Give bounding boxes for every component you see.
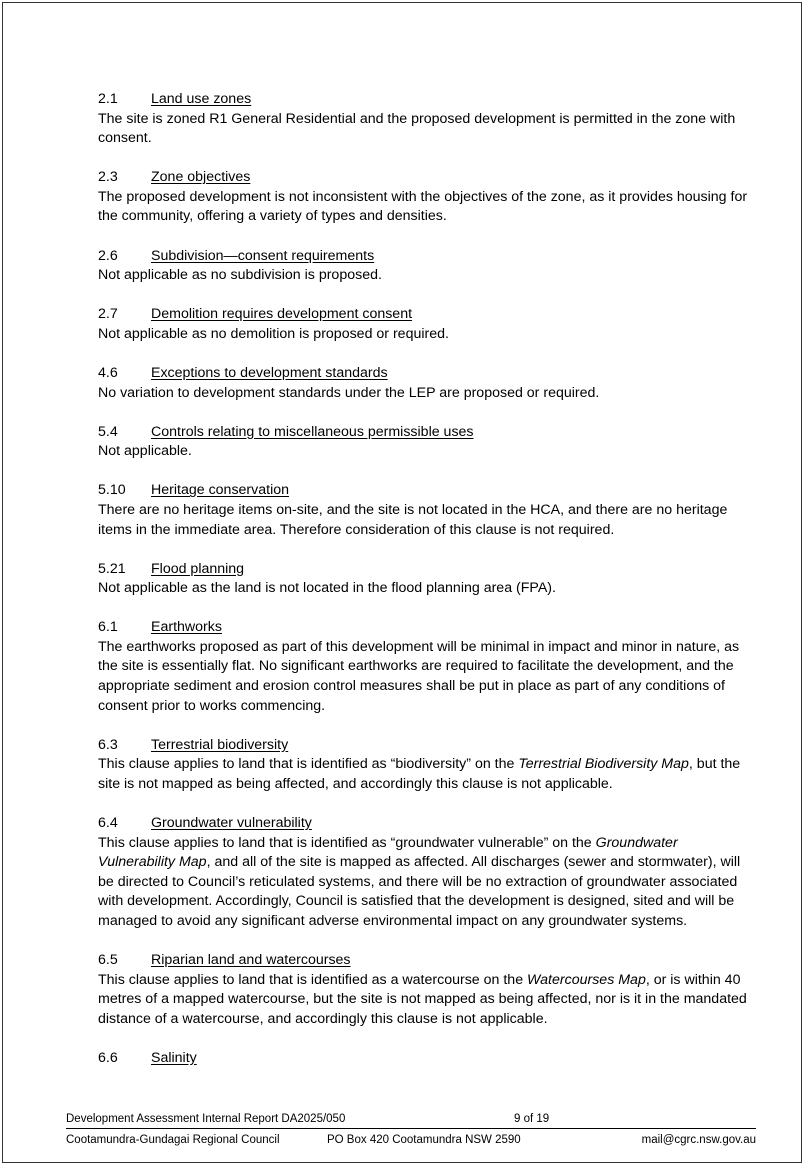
- section-number: 4.6: [98, 364, 118, 381]
- body-text-part: This clause applies to land that is identified as “biodiversity” on the: [98, 756, 519, 773]
- section-body: [98, 971, 748, 1030]
- section-number: 6.3: [98, 736, 118, 753]
- section-heading: [98, 560, 748, 580]
- section-6-4: [98, 814, 748, 932]
- section-title: Subdivision—consent requirements: [151, 247, 375, 264]
- section-number: 6.1: [98, 619, 118, 636]
- section-heading: [98, 618, 748, 638]
- body-text-part: , and all of the site is mapped as affected. All discharges (sewer and stormwater), will be directed to Council’s reticulated systems, and there will be no extraction of groundwater associated with development. Accordingly, Council is satisfied that the development is designed, sited and will be managed to avoid any significant adverse environmental impact on any groundwater systems.: [98, 854, 741, 929]
- section-heading: [98, 951, 748, 971]
- section-heading: [98, 814, 748, 834]
- section-number: 2.7: [98, 306, 118, 323]
- section-body: [98, 834, 748, 932]
- section-number: 5.4: [98, 423, 118, 440]
- section-heading: [98, 168, 748, 188]
- page-content: [98, 90, 748, 1088]
- section-heading: [98, 1049, 748, 1069]
- section-body: Not applicable as no subdivision is proposed.: [98, 267, 382, 284]
- section-body: The proposed development is not inconsistent with the objectives of the zone, as it provides housing for the community, offering a variety of types and densities.: [98, 188, 748, 225]
- section-title: Heritage conservation: [151, 482, 290, 499]
- body-text-part: This clause applies to land that is identified as “groundwater vulnerable” on the: [98, 834, 596, 851]
- section-5-21: [98, 560, 748, 599]
- footer-council-name: Cootamundra-Gundagai Regional Council: [66, 1134, 280, 1146]
- section-body: The earthworks proposed as part of this development will be minimal in impact and minor in nature, as the site is essentially flat. No significant earthworks are required to facilitate the development, and the appropriate sediment and erosion control measures shall be put in place as part of any conditions of consent prior to works commencing.: [98, 638, 740, 714]
- section-number: 2.3: [98, 169, 118, 186]
- section-2-7: [98, 305, 748, 344]
- section-heading: [98, 364, 748, 384]
- section-body: The site is zoned R1 General Residential and the proposed development is permitted in the zone with consent.: [98, 110, 736, 147]
- section-number: 6.4: [98, 815, 118, 832]
- footer-report-title: Development Assessment Internal Report DA2025/050: [66, 1113, 346, 1125]
- section-6-1: [98, 618, 748, 716]
- footer-page-indicator: 9 of 19: [514, 1113, 550, 1125]
- section-number: 6.5: [98, 952, 118, 969]
- section-2-3: [98, 168, 748, 227]
- section-number: 6.6: [98, 1049, 118, 1066]
- section-title: Riparian land and watercourses: [151, 952, 351, 969]
- map-name-italic: Groundwater Vulnerability Map: [98, 834, 678, 871]
- section-title: Earthworks: [151, 619, 222, 636]
- section-heading: [98, 423, 748, 443]
- section-title: Salinity: [151, 1049, 197, 1066]
- body-text-part: , or is within 40 metres of a mapped watercourse, but the site is not mapped as being affected, nor is it in the mandated distance of a watercourse, and accordingly this clause is not applicable.: [98, 971, 747, 1027]
- section-number: 2.6: [98, 247, 118, 264]
- section-number: 5.21: [98, 560, 126, 577]
- section-title: Exceptions to development standards: [151, 364, 388, 381]
- section-body: Not applicable as the land is not located in the flood planning area (FPA).: [98, 580, 556, 597]
- body-text-part: This clause applies to land that is identified as a watercourse on the: [98, 971, 528, 988]
- section-6-6: [98, 1049, 748, 1069]
- section-5-4: [98, 423, 748, 462]
- section-number: 5.10: [98, 482, 126, 499]
- section-title: Terrestrial biodiversity: [151, 736, 289, 753]
- footer-divider: [66, 1128, 756, 1129]
- section-body: [98, 755, 748, 794]
- section-heading: [98, 247, 748, 267]
- section-body: There are no heritage items on-site, and the site is not located in the HCA, and there are no heritage items in the immediate area. Therefore consideration of this clause is not required.: [98, 501, 728, 538]
- section-5-10: [98, 481, 748, 540]
- section-title: Controls relating to miscellaneous permissible uses: [151, 423, 474, 440]
- body-text-part: , but the site is not mapped as being affected, and accordingly this clause is not applicable.: [98, 756, 741, 792]
- section-body: No variation to development standards under the LEP are proposed or required.: [98, 384, 600, 401]
- footer-email: mail@cgrc.nsw.gov.au: [641, 1134, 756, 1146]
- section-2-6: [98, 247, 748, 286]
- section-title: Zone objectives: [151, 169, 251, 186]
- section-6-5: [98, 951, 748, 1029]
- section-title: Groundwater vulnerability: [151, 815, 312, 832]
- section-title: Flood planning: [151, 560, 245, 577]
- section-title: Demolition requires development consent: [151, 306, 413, 323]
- section-body: Not applicable.: [98, 443, 192, 460]
- section-heading: [98, 90, 748, 110]
- section-title: Land use zones: [151, 91, 252, 107]
- footer-address: PO Box 420 Cootamundra NSW 2590: [327, 1134, 521, 1146]
- section-heading: [98, 736, 748, 756]
- section-number: 2.1: [98, 91, 118, 107]
- section-6-3: [98, 736, 748, 795]
- section-body: Not applicable as no demolition is proposed or required.: [98, 325, 449, 342]
- section-2-1: [98, 90, 748, 149]
- section-4-6: [98, 364, 748, 403]
- map-name-italic: Watercourses Map: [527, 971, 646, 988]
- section-heading: [98, 481, 748, 501]
- map-name-italic: Terrestrial Biodiversity Map: [518, 756, 689, 773]
- section-heading: [98, 305, 748, 325]
